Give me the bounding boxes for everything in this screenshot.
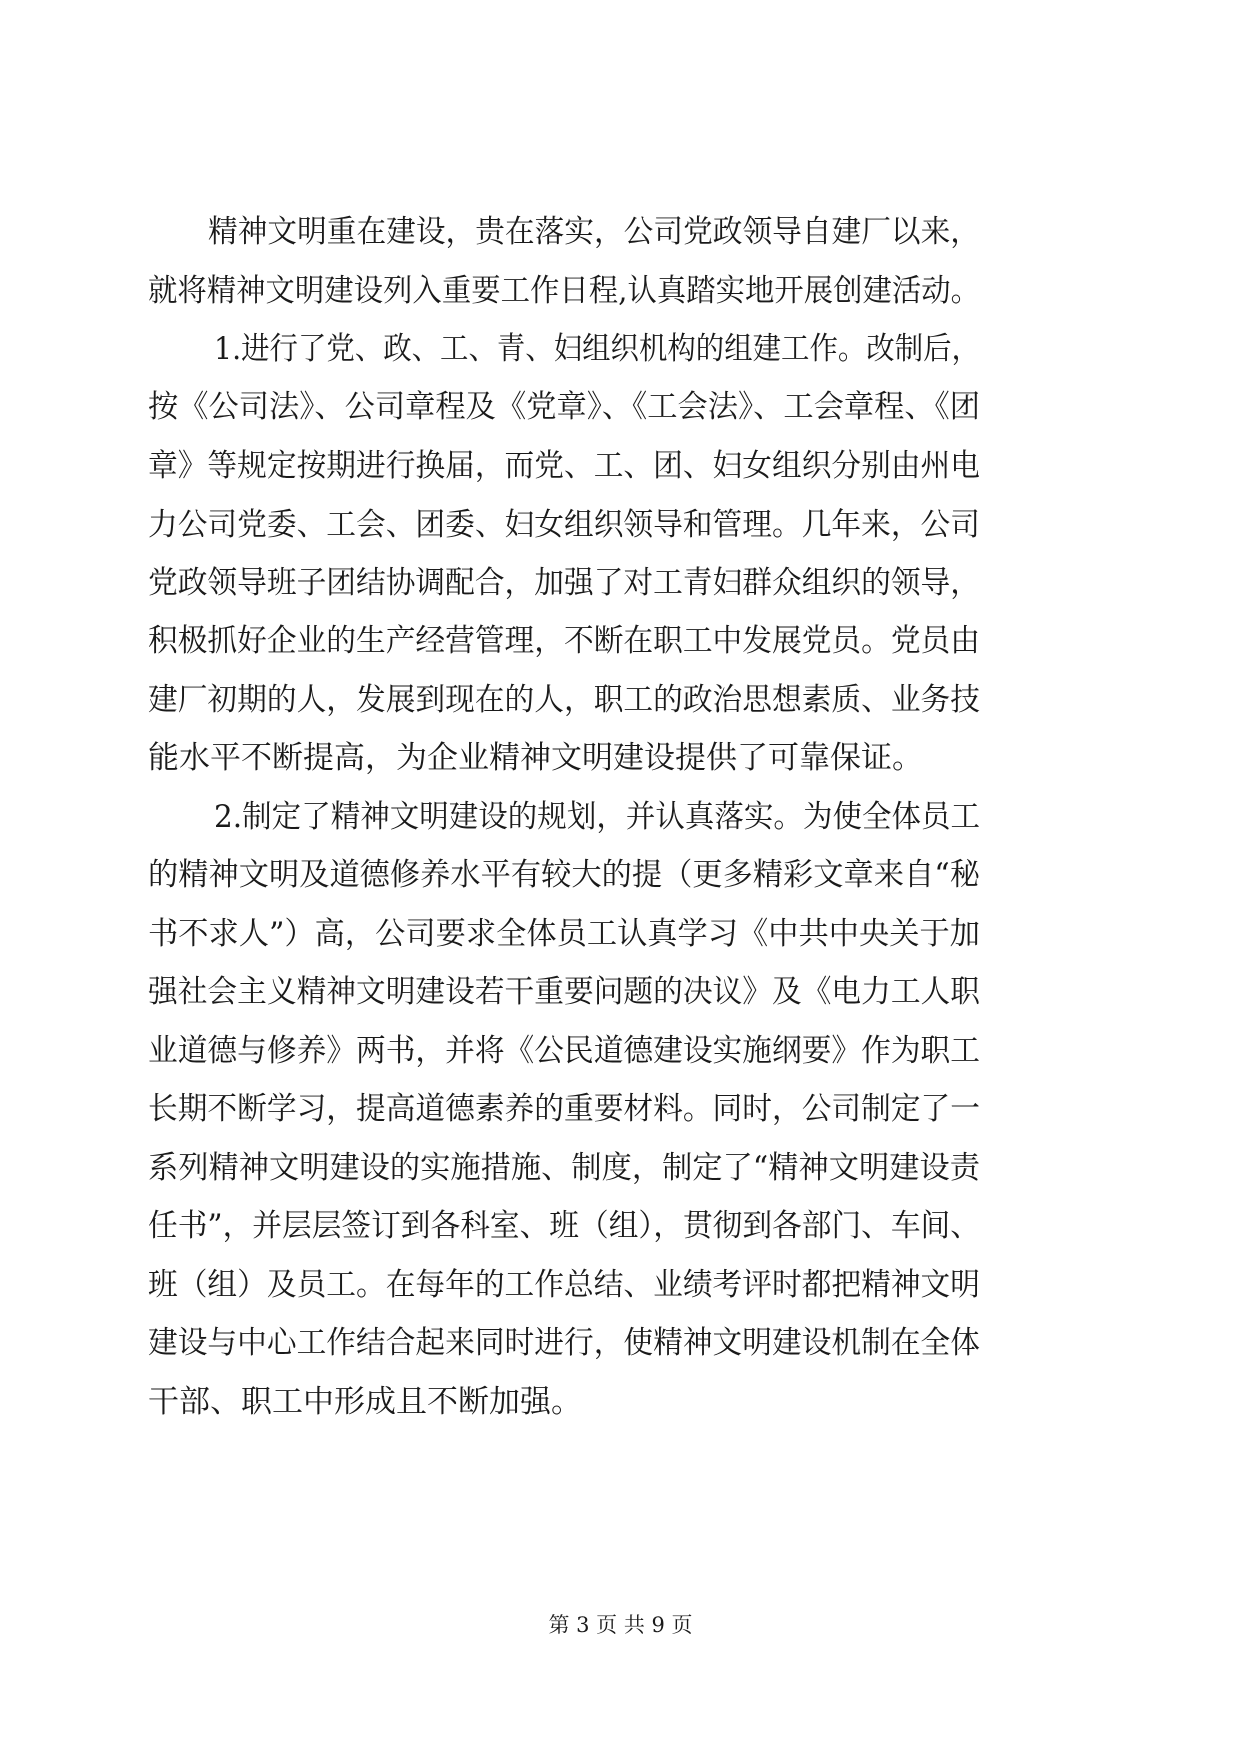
text-line: 精神文明重在建设，贵在落实，公司党政领导自建厂以来， — [208, 214, 980, 250]
text-line: 就将精神文明建设列入重要工作日程,认真踏实地开展创建活动。 — [148, 273, 981, 309]
text-line: 的精神文明及道德修养水平有较大的提（更多精彩文章来自“秘 — [148, 857, 980, 893]
text-line: 能水平不断提高，为企业精神文明建设提供了可靠保证。 — [148, 740, 923, 776]
text-line: 强社会主义精神文明建设若干重要问题的决议》及《电力工人职 — [148, 974, 980, 1010]
text-line: 按《公司法》、公司章程及《党章》、《工会法》、工会章程、《团 — [148, 389, 981, 425]
text-line: 业道德与修养》两书，并将《公民道德建设实施纲要》作为职工 — [148, 1033, 980, 1069]
page-footer: 第 3 页 共 9 页 — [548, 1613, 693, 1637]
text-line: 建厂初期的人，发展到现在的人，职工的政治思想素质、业务技 — [148, 682, 980, 718]
text-line: 积极抓好企业的生产经营管理，不断在职工中发展党员。党员由 — [148, 623, 980, 659]
text-line: 力公司党委、工会、团委、妇女组织领导和管理。几年来，公司 — [148, 507, 980, 543]
text-line: 干部、职工中形成且不断加强。 — [148, 1384, 582, 1420]
text-line: 班（组）及员工。在每年的工作总结、业绩考评时都把精神文明 — [148, 1267, 980, 1303]
text-line: 1.进行了党、政、工、青、妇组织机构的组建工作。改制后， — [214, 331, 980, 367]
text-line: 系列精神文明建设的实施措施、制度，制定了“精神文明建设责 — [148, 1150, 980, 1186]
text-line: 2.制定了精神文明建设的规划，并认真落实。为使全体员工 — [214, 799, 981, 835]
text-line: 章》等规定按期进行换届，而党、工、团、妇女组织分别由州电 — [148, 448, 980, 484]
text-line: 任书”，并层层签订到各科室、班（组），贯彻到各部门、车间、 — [148, 1208, 980, 1244]
text-line: 建设与中心工作结合起来同时进行，使精神文明建设机制在全体 — [148, 1325, 980, 1361]
text-line: 党政领导班子团结协调配合，加强了对工青妇群众组织的领导， — [148, 565, 980, 601]
text-line: 长期不断学习，提高道德素养的重要材料。同时，公司制定了一 — [148, 1091, 980, 1127]
text-line: 书不求人”）高，公司要求全体员工认真学习《中共中央关于加 — [148, 916, 980, 952]
